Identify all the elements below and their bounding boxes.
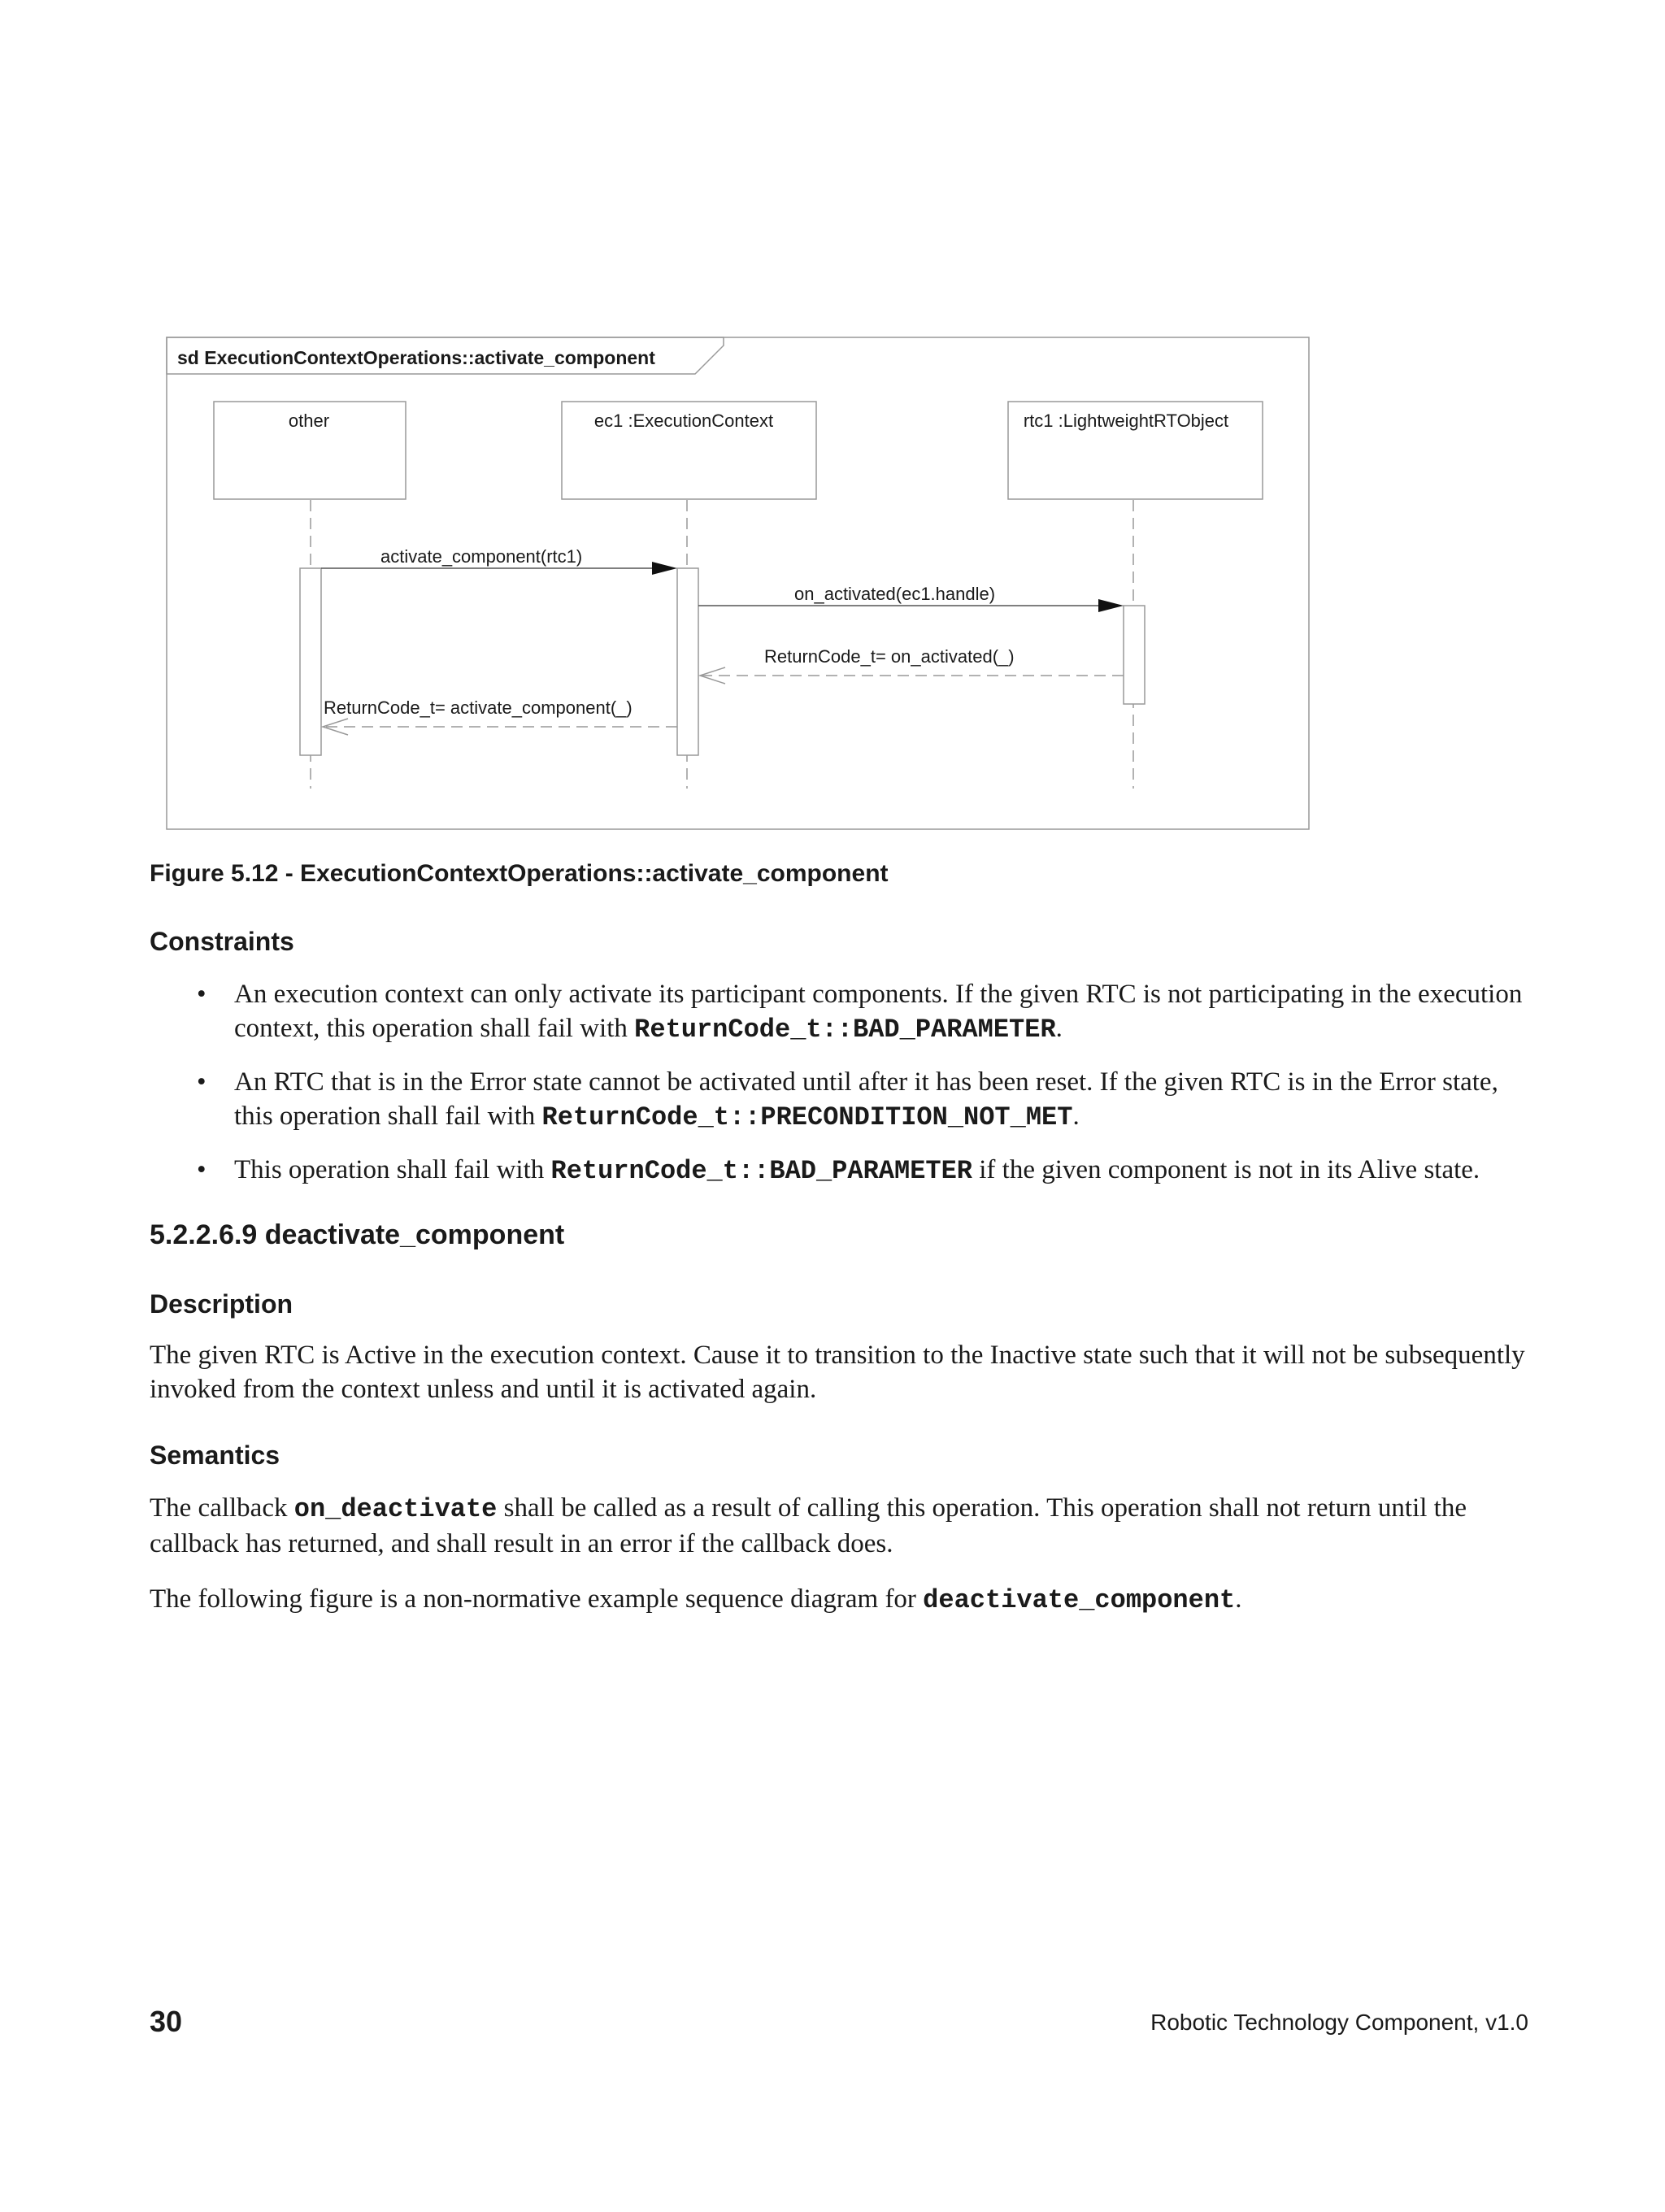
code-return-code: ReturnCode_t::PRECONDITION_NOT_MET	[541, 1102, 1073, 1132]
message-label-on-activated: on_activated(ec1.handle)	[794, 584, 996, 604]
list-item	[150, 1153, 1532, 1189]
semantics-heading: Semantics	[150, 1441, 280, 1470]
constraint-text: This operation shall fail with	[234, 1155, 551, 1184]
code-on-deactivate: on_deactivate	[293, 1494, 498, 1524]
message-label-return-activate-component: ReturnCode_t= activate_component(_)	[324, 697, 633, 718]
semantics-text-end: shall be called as a result of calling this operation. This operation shall not return until the callback has returned, and shall result in an error if the callback does.	[150, 1493, 1467, 1558]
message-label-activate-component: activate_component(rtc1)	[380, 546, 583, 567]
message-activate-component-arrowhead	[652, 562, 677, 575]
constraint-text-end: if the given component is not in its Alive state.	[972, 1155, 1480, 1184]
activation-rtc1	[1124, 606, 1145, 704]
code-return-code: ReturnCode_t::BAD_PARAMETER	[634, 1015, 1056, 1045]
code-return-code: ReturnCode_t::BAD_PARAMETER	[550, 1156, 972, 1186]
following-text: The following figure is a non-normative example sequence diagram for	[150, 1584, 924, 1614]
list-item	[150, 977, 1532, 1047]
activation-ec1	[677, 568, 698, 755]
description-paragraph: The given RTC is Active in the execution context. Cause it to transition to the Inactive state such that it will not be subsequently invoked from the context unless and until it is activated again.	[150, 1341, 1525, 1404]
diagram-frame-title: sd ExecutionContextOperations::activate_component	[177, 347, 655, 368]
lifeline-label-rtc1: rtc1 :LightweightRTObject	[1023, 411, 1229, 431]
message-on-activated-arrowhead	[1098, 599, 1124, 612]
bullet: •	[197, 980, 206, 1009]
following-text-end: .	[1235, 1584, 1242, 1614]
following-paragraph	[150, 1582, 1548, 1618]
section-heading: 5.2.2.6.9 deactivate_component	[150, 1219, 565, 1250]
lifeline-label-other: other	[288, 411, 330, 431]
constraint-text: An RTC that is in the Error state cannot be activated until after it has been reset. If the given RTC is in the Error state, this operation shall fail with	[234, 1067, 1498, 1131]
lifeline-label-ec1: ec1 :ExecutionContext	[593, 411, 774, 431]
sequence-diagram	[163, 333, 1317, 837]
activation-other	[300, 568, 321, 755]
footer-document-title: Robotic Technology Component, v1.0	[1150, 2010, 1528, 2035]
constraint-text-end: .	[1072, 1102, 1080, 1131]
constraint-text-end: .	[1055, 1014, 1063, 1043]
bullet: •	[197, 1155, 206, 1184]
bullet: •	[197, 1067, 206, 1097]
constraint-text: An execution context can only activate its participant components. If the given RTC is not participating in the execution context, this operation shall fail with	[234, 980, 1523, 1043]
list-item	[150, 1065, 1532, 1135]
constraints-heading: Constraints	[150, 927, 294, 956]
message-label-return-on-activated: ReturnCode_t= on_activated(_)	[764, 646, 1015, 667]
semantics-paragraph	[150, 1491, 1548, 1561]
code-deactivate-component: deactivate_component	[923, 1585, 1236, 1615]
semantics-text: The callback	[150, 1493, 294, 1523]
figure-caption: Figure 5.12 - ExecutionContextOperations::activate_component	[150, 860, 889, 887]
page-number: 30	[150, 2005, 183, 2038]
constraints-list	[150, 977, 1532, 1206]
description-heading: Description	[150, 1289, 293, 1319]
